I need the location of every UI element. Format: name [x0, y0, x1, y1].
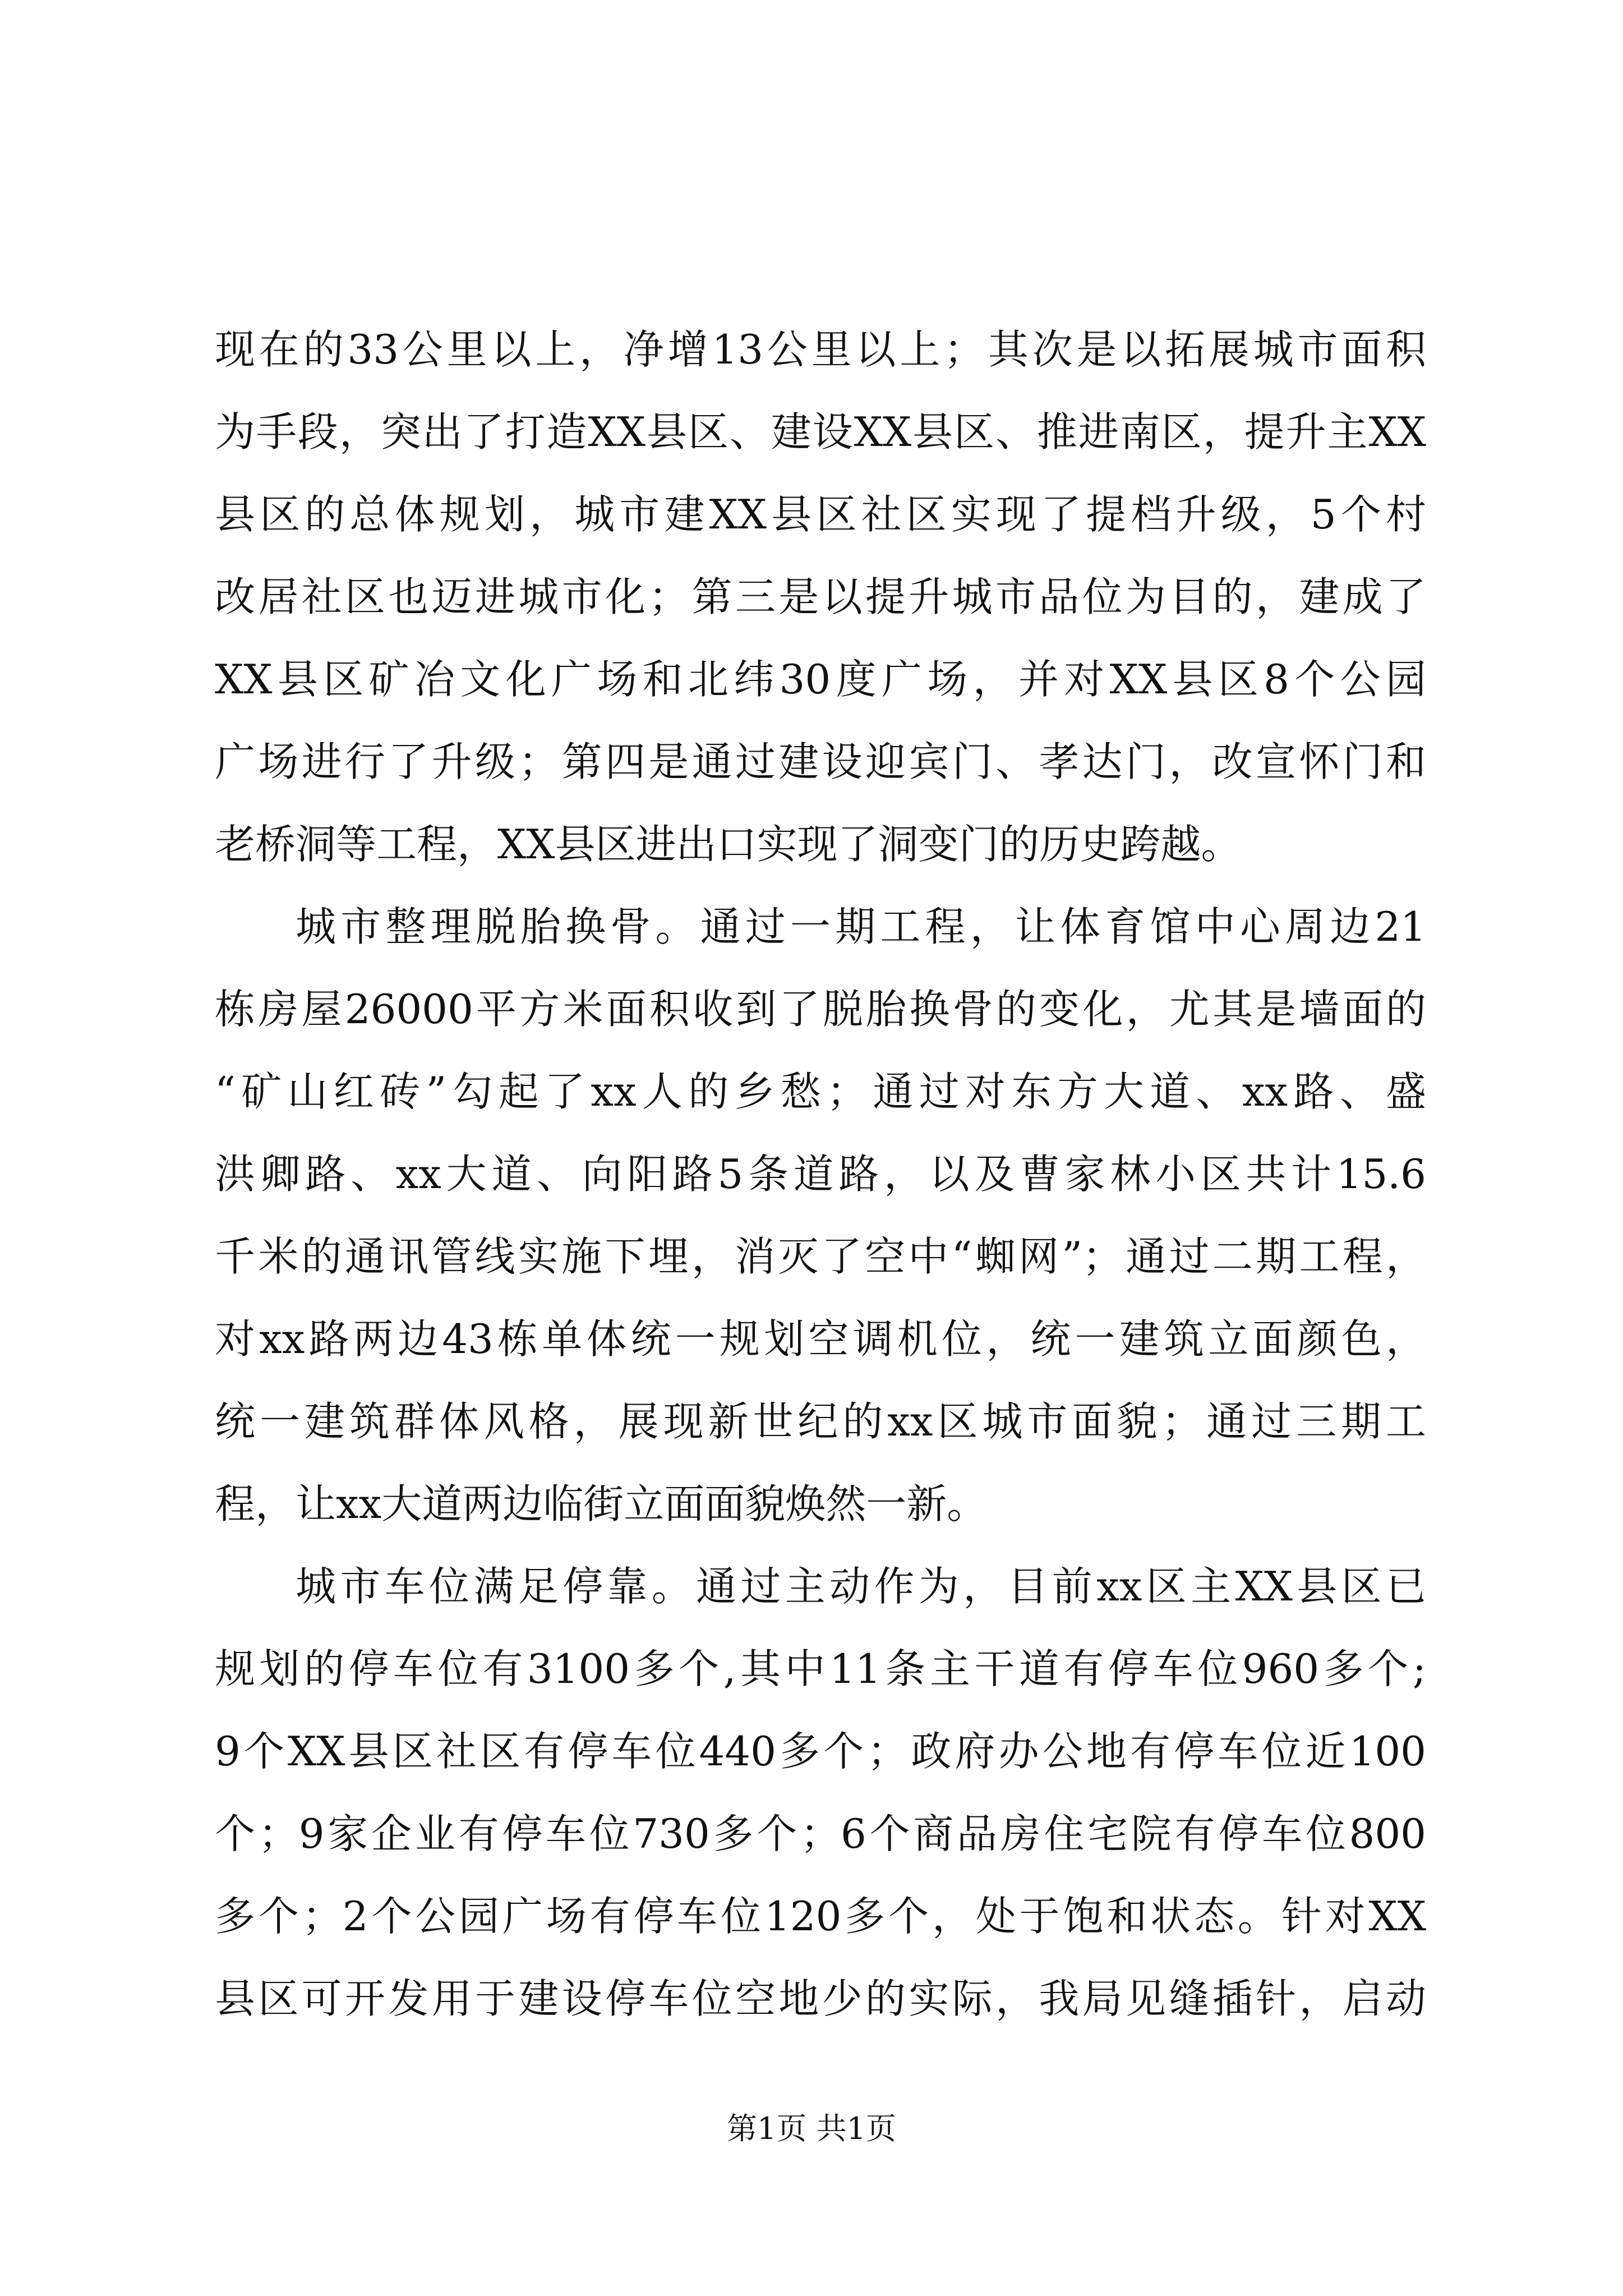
text-line: 现在的33公里以上，净增13公里以上；其次是以拓展城市面积 — [215, 326, 1426, 373]
body-text — [215, 309, 1426, 2040]
page-footer: 第1页 共1页 — [727, 2111, 896, 2146]
text-line: 县区的总体规划，城市建XX县区社区实现了提档升级，5个村 — [215, 491, 1426, 538]
text-line: 多个；2个公园广场有停车位120多个，处于饱和状态。针对XX — [215, 1893, 1426, 1940]
text-line: 统一建筑群体风格，展现新世纪的xx区城市面貌；通过三期工 — [215, 1398, 1426, 1445]
text-line: 为手段，突出了打造XX县区、建设XX县区、推进南区，提升主XX — [215, 408, 1426, 455]
text-line: 9个XX县区社区有停车位440多个；政府办公地有停车位近100 — [215, 1728, 1426, 1775]
text-line: “矿山红砖”勾起了xx人的乡愁；通过对东方大道、xx路、盛 — [215, 1068, 1426, 1115]
text-line: 规划的停车位有3100多个,其中11条主干道有停车位960多个; — [215, 1645, 1426, 1692]
text-line: 城市车位满足停靠。通过主动作为，目前xx区主XX县区已 — [296, 1563, 1426, 1610]
text-line: 对xx路两边43栋单体统一规划空调机位，统一建筑立面颜色， — [215, 1315, 1426, 1363]
text-line: 洪卿路、xx大道、向阳路5条道路，以及曹家林小区共计15.6 — [215, 1151, 1426, 1198]
text-line: 老桥洞等工程，XX县区进出口实现了洞变门的历史跨越。 — [215, 821, 1242, 868]
text-line: 栋房屋26000平方米面积收到了脱胎换骨的变化，尤其是墙面的 — [215, 986, 1426, 1033]
text-line: 千米的通讯管线实施下埋，消灭了空中“蜘网”；通过二期工程， — [215, 1233, 1426, 1280]
text-line: 广场进行了升级；第四是通过建设迎宾门、孝达门，改宣怀门和 — [215, 738, 1426, 785]
text-line: 程，让xx大道两边临街立面面貌焕然一新。 — [215, 1480, 988, 1527]
text-line: 个；9家企业有停车位730多个；6个商品房住宅院有停车位800 — [215, 1810, 1426, 1857]
text-line: 城市整理脱胎换骨。通过一期工程，让体育馆中心周边21 — [296, 903, 1426, 950]
paragraph — [215, 309, 1426, 886]
text-line: 改居社区也迈进城市化；第三是以提升城市品位为目的，建成了 — [215, 573, 1426, 620]
paragraph — [215, 886, 1426, 1545]
text-line: XX县区矿冶文化广场和北纬30度广场，并对XX县区8个公园 — [215, 656, 1426, 703]
paragraph — [215, 1545, 1426, 2040]
text-line: 县区可开发用于建设停车位空地少的实际，我局见缝插针，启动 — [215, 1975, 1426, 2022]
